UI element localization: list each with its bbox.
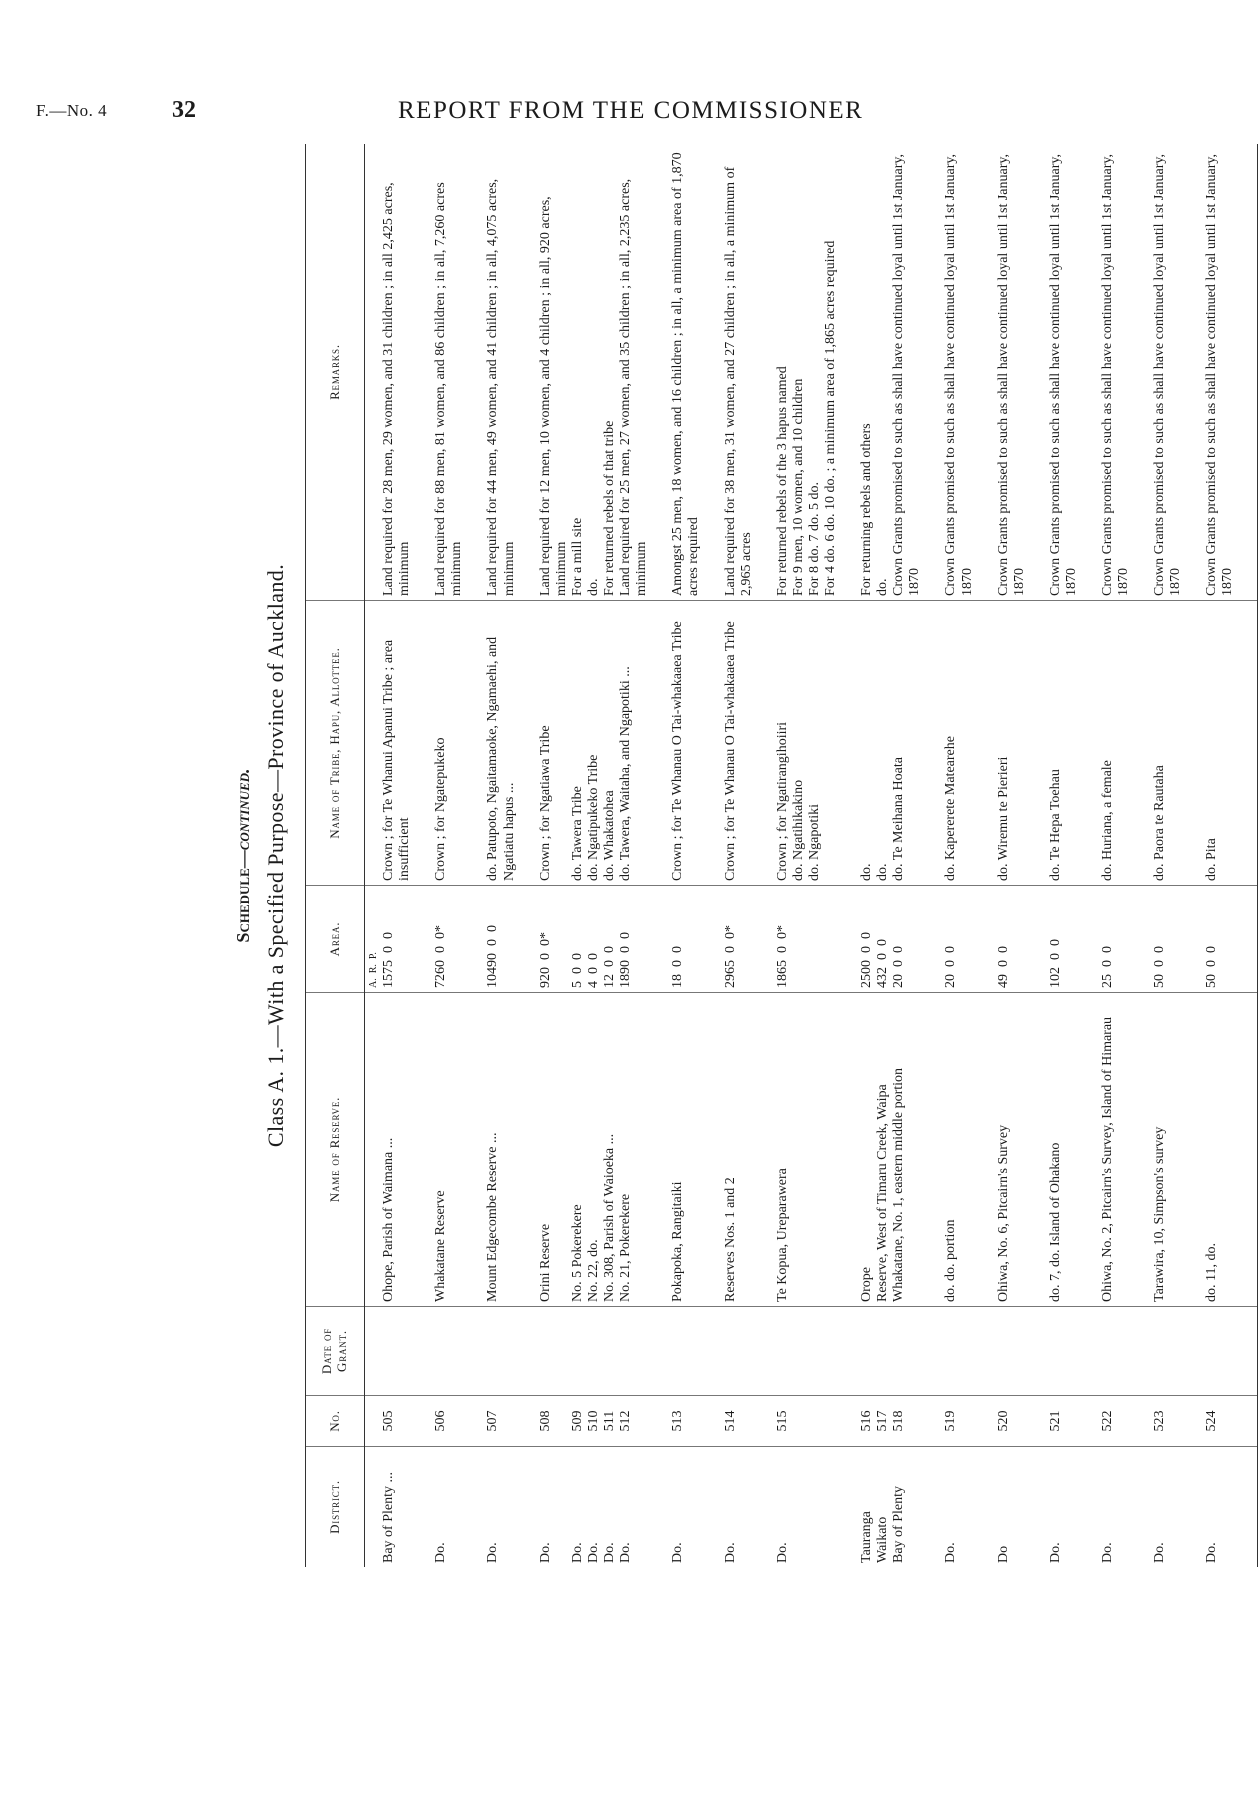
group-spacer	[650, 144, 670, 1567]
spacer-cell	[923, 886, 943, 993]
spacer-cell	[839, 144, 859, 601]
spacer-cell	[923, 1447, 943, 1568]
spacer-cell	[976, 1396, 996, 1447]
spacer-cell	[1237, 601, 1258, 886]
cell-area: 2500 0 0	[859, 886, 875, 993]
spacer-cell	[413, 1447, 433, 1568]
spacer-cell	[703, 1396, 723, 1447]
spacer-cell	[1080, 144, 1100, 601]
cell-no: 522	[1100, 1396, 1132, 1447]
cell-area: 25 0 0	[1100, 886, 1132, 993]
cell-tribe: do. Tawera, Waitaha, and Ngapotiki ...	[618, 601, 650, 886]
cell-no: 510	[586, 1396, 602, 1447]
page-number: 32	[172, 97, 196, 123]
table-row	[618, 144, 650, 1567]
spacer-cell	[465, 601, 485, 886]
spacer-cell	[1028, 144, 1048, 601]
units-cell-tribe	[365, 601, 382, 886]
spacer-cell	[976, 1307, 996, 1396]
table-row	[485, 144, 517, 1567]
cell-remarks: For returning rebels and others	[859, 144, 875, 601]
spacer-cell	[518, 1396, 538, 1447]
cell-no: 523	[1152, 1396, 1184, 1447]
cell-reserve: do. 7, do. Island of Ohakano	[1048, 993, 1080, 1307]
spacer-cell	[976, 1447, 996, 1568]
cell-district: Waikato	[875, 1516, 891, 1563]
spacer-cell	[1080, 993, 1100, 1307]
spacer-cell	[518, 1447, 538, 1568]
cell-district: Tauranga	[859, 1511, 875, 1563]
spacer-cell	[839, 1307, 859, 1396]
col-date-of-grant: Date of Grant.	[306, 1307, 365, 1396]
spacer-cell	[755, 886, 775, 993]
cell-date	[538, 1307, 570, 1396]
cell-no: 512	[618, 1396, 650, 1447]
table-row	[586, 144, 602, 1567]
spacer-cell	[1028, 993, 1048, 1307]
cell-district: Do.	[670, 1542, 686, 1563]
cell-date	[1204, 1307, 1236, 1396]
group-spacer	[755, 144, 775, 1567]
cell-date	[859, 1307, 875, 1396]
spacer-cell	[518, 886, 538, 993]
spacer-cell	[976, 144, 996, 601]
units-cell-district	[365, 1447, 382, 1568]
spacer-cell	[1184, 1447, 1204, 1568]
spacer-cell	[1028, 886, 1048, 993]
cell-area: 920 0 0*	[538, 886, 570, 993]
cell-no: 524	[1204, 1396, 1236, 1447]
cell-date	[485, 1307, 517, 1396]
spacer-cell	[839, 1396, 859, 1447]
cell-date	[875, 1307, 891, 1396]
cell-date	[381, 1307, 413, 1396]
cell-no: 505	[381, 1396, 413, 1447]
page-header	[0, 93, 1114, 133]
spacer-cell	[1237, 1447, 1258, 1568]
table-row	[670, 144, 702, 1567]
spacer-cell	[650, 144, 670, 601]
spacer-cell	[976, 601, 996, 886]
cell-reserve: Whakatane, No. 1, eastern middle portion	[891, 993, 923, 1307]
cell-tribe: do.	[859, 601, 875, 886]
cell-date	[570, 1307, 586, 1396]
spacer-cell	[1080, 1307, 1100, 1396]
spacer-cell	[650, 1396, 670, 1447]
units-cell-reserve	[365, 993, 382, 1307]
cell-tribe: Crown ; for Ngatepukeko	[433, 601, 465, 886]
table-row	[1204, 144, 1236, 1567]
cell-remarks: do.	[586, 144, 602, 601]
group-spacer	[518, 144, 538, 1567]
cell-reserve: Ohiwa, No. 6, Pitcairn's Survey	[996, 993, 1028, 1307]
reserves-table	[305, 144, 1258, 1567]
cell-reserve: Reserves Nos. 1 and 2	[723, 993, 755, 1307]
spacer-cell	[923, 144, 943, 601]
spacer-cell	[839, 993, 859, 1307]
rotated-schedule	[233, 144, 1236, 1567]
cell-reserve: No. 21, Pokerekere	[618, 993, 650, 1307]
spacer-cell	[518, 993, 538, 1307]
cell-tribe: Crown ; for Te Whanau O Tai-whakaaea Tribe	[723, 601, 755, 886]
cell-reserve: Whakatane Reserve	[433, 993, 465, 1307]
report-title: REPORT FROM THE COMMISSIONER	[398, 97, 864, 124]
cell-area: 102 0 0	[1048, 886, 1080, 993]
area-units-row	[365, 144, 382, 1567]
table-header-row	[306, 144, 365, 1567]
group-spacer	[976, 144, 996, 1567]
units-cell-remarks	[365, 144, 382, 601]
spacer-cell	[1184, 1396, 1204, 1447]
spacer-cell	[755, 1396, 775, 1447]
cell-area: 1890 0 0	[618, 886, 650, 993]
cell-remarks: Crown Grants promised to such as shall have continued loyal until 1st January, 1870	[1100, 144, 1132, 601]
spacer-cell	[976, 993, 996, 1307]
cell-date	[618, 1307, 650, 1396]
spacer-cell	[1028, 1447, 1048, 1568]
cell-no: 513	[670, 1396, 702, 1447]
cell-area: 10490 0 0	[485, 886, 517, 993]
spacer-cell	[465, 1447, 485, 1568]
col-tribe: Name of Tribe, Hapu, Allottee.	[306, 601, 365, 886]
cell-remarks: For returned rebels of that tribe	[602, 144, 618, 601]
spacer-cell	[1028, 601, 1048, 886]
spacer-cell	[923, 601, 943, 886]
group-spacer	[1080, 144, 1100, 1567]
cell-date	[996, 1307, 1028, 1396]
cell-date	[943, 1307, 975, 1396]
col-remarks: Remarks.	[306, 144, 365, 601]
cell-no: 507	[485, 1396, 517, 1447]
cell-no: 519	[943, 1396, 975, 1447]
spacer-cell	[465, 993, 485, 1307]
cell-date	[1048, 1307, 1080, 1396]
cell-reserve: Orope	[859, 993, 875, 1307]
spacer-cell	[1184, 144, 1204, 601]
cell-reserve: Mount Edgecombe Reserve ...	[485, 993, 517, 1307]
cell-remarks: do.	[875, 144, 891, 601]
cell-district: Bay of Plenty	[891, 1486, 907, 1563]
spacer-cell	[1184, 886, 1204, 993]
cell-remarks: Land required for 88 men, 81 women, and 86 children ; in all, 7,260 acres minimum	[433, 144, 465, 601]
spacer-cell	[1132, 1396, 1152, 1447]
cell-tribe: do. Paora te Rautaha	[1152, 601, 1184, 886]
spacer-cell	[703, 993, 723, 1307]
cell-reserve: No. 22, do.	[586, 993, 602, 1307]
spacer-cell	[650, 886, 670, 993]
group-spacer	[1028, 144, 1048, 1567]
cell-no: 520	[996, 1396, 1028, 1447]
cell-tribe: do. Kapererete Matearehe	[943, 601, 975, 886]
cell-district: Do.	[774, 1542, 790, 1563]
spacer-cell	[518, 144, 538, 601]
units-cell-date	[365, 1307, 382, 1396]
spacer-cell	[839, 601, 859, 886]
cell-remarks: Land required for 25 men, 27 women, and 35 children ; in all, 2,235 acres, minimum	[618, 144, 650, 601]
cell-reserve: Ohiwa, No. 2, Pitcairn's Survey, Island of Himarau	[1100, 993, 1132, 1307]
cell-area: 4 0 0	[586, 886, 602, 993]
spacer-cell	[755, 1307, 775, 1396]
spacer-cell	[839, 1447, 859, 1568]
cell-district: Do.	[1100, 1542, 1115, 1563]
cell-district: Do.	[433, 1542, 449, 1563]
cell-district: Do.	[618, 1542, 634, 1563]
cell-district: Bay of Plenty ...	[381, 1472, 397, 1563]
spacer-cell	[1132, 601, 1152, 886]
cell-no: 518	[891, 1396, 923, 1447]
spacer-cell	[1237, 144, 1258, 601]
spacer-cell	[976, 886, 996, 993]
cell-remarks: Crown Grants promised to such as shall have continued loyal until 1st January, 1870	[1152, 144, 1184, 601]
cell-area: 2965 0 0*	[723, 886, 755, 993]
spacer-cell	[1028, 1396, 1048, 1447]
spacer-cell	[650, 993, 670, 1307]
col-name-of-reserve: Name of Reserve.	[306, 993, 365, 1307]
cell-tribe: do. Ngatipukeko Tribe	[586, 601, 602, 886]
cell-reserve: No. 308, Parish of Waioeka ...	[602, 993, 618, 1307]
cell-tribe: do. Te Meihana Hoata	[891, 601, 923, 886]
cell-tribe: Crown ; for Ngatirangihoiiri do. Ngatihikakino do. Ngapotiki	[775, 601, 839, 886]
cell-remarks: Crown Grants promised to such as shall have continued loyal until 1st January, 1870	[1048, 144, 1080, 601]
cell-date	[1100, 1307, 1132, 1396]
cell-no: 514	[723, 1396, 755, 1447]
cell-area: 12 0 0	[602, 886, 618, 993]
cell-reserve: No. 5 Pokerekere	[570, 993, 586, 1307]
cell-no: 506	[433, 1396, 465, 1447]
cell-no: 521	[1048, 1396, 1080, 1447]
spacer-cell	[755, 993, 775, 1307]
cell-date	[586, 1307, 602, 1396]
cell-area: 18 0 0	[670, 886, 702, 993]
spacer-cell	[465, 1307, 485, 1396]
table-row	[943, 144, 975, 1567]
table-row	[433, 144, 465, 1567]
schedule-caption: Schedule—continued.	[233, 768, 253, 943]
table-row	[602, 144, 618, 1567]
spacer-cell	[1132, 1447, 1152, 1568]
cell-tribe: do. Whakatohea	[602, 601, 618, 886]
cell-tribe: do. Patupoto, Ngaitamaoke, Ngamaehi, and Ngatiatu hapus ...	[485, 601, 517, 886]
spacer-cell	[1184, 993, 1204, 1307]
spacer-cell	[518, 601, 538, 886]
area-units: A. R. P.	[368, 952, 379, 988]
cell-remarks: Amongst 25 men, 18 women, and 16 children ; in all, a minimum area of 1,870 acres required	[670, 144, 702, 601]
group-spacer	[703, 144, 723, 1567]
group-spacer	[465, 144, 485, 1567]
cell-remarks: Land required for 12 men, 10 women, and 4 children ; in all, 920 acres, minimum	[538, 144, 570, 601]
cell-area: 50 0 0	[1204, 886, 1236, 993]
spacer-cell	[1080, 601, 1100, 886]
cell-date	[891, 1307, 923, 1396]
cell-remarks: Land required for 44 men, 49 women, and 41 children ; in all, 4,075 acres, minimum	[485, 144, 517, 601]
cell-area: 432 0 0	[875, 886, 891, 993]
spacer-cell	[1080, 886, 1100, 993]
cell-district: Do.	[1152, 1542, 1168, 1563]
group-spacer	[923, 144, 943, 1567]
table-row	[1152, 144, 1184, 1567]
cell-remarks: For a mill site	[570, 144, 586, 601]
cell-area: 20 0 0	[943, 886, 975, 993]
spacer-cell	[703, 601, 723, 886]
spacer-cell	[703, 886, 723, 993]
group-spacer	[1184, 144, 1204, 1567]
spacer-cell	[650, 601, 670, 886]
cell-tribe: do. Tawera Tribe	[570, 601, 586, 886]
group-spacer	[1237, 144, 1258, 1567]
cell-district: Do.	[537, 1542, 553, 1563]
cell-reserve: do. 11, do.	[1204, 993, 1236, 1307]
cell-reserve: do. do. portion	[943, 993, 975, 1307]
spacer-cell	[465, 886, 485, 993]
cell-reserve: Pokapoka, Rangitaiki	[670, 993, 702, 1307]
spacer-cell	[413, 886, 433, 993]
cell-district: Do.	[1047, 1542, 1063, 1563]
cell-no: 517	[875, 1396, 891, 1447]
table-row	[859, 144, 875, 1567]
cell-tribe: Crown ; for Te Whanui Apanui Tribe ; area insufficient	[381, 601, 413, 886]
cell-district: Do.	[569, 1542, 585, 1563]
spacer-cell	[1132, 1307, 1152, 1396]
spacer-cell	[413, 993, 433, 1307]
cell-area: 1575 0 0	[381, 886, 413, 993]
cell-reserve: Te Kopua, Ureparawera	[775, 993, 839, 1307]
cell-date	[775, 1307, 839, 1396]
table-row	[1048, 144, 1080, 1567]
cell-date	[433, 1307, 465, 1396]
group-spacer	[1132, 144, 1152, 1567]
spacer-cell	[1237, 993, 1258, 1307]
spacer-cell	[923, 993, 943, 1307]
spacer-cell	[755, 601, 775, 886]
cell-tribe: do. Te Hepa Toehau	[1048, 601, 1080, 886]
cell-date	[602, 1307, 618, 1396]
units-cell-no	[365, 1396, 382, 1447]
cell-remarks: For returned rebels of the 3 hapus named For 9 men, 10 women, and 10 children For 8 do. 7 do. 5 do. For 4 do. 6 do. 10 do. ; a minimum area of 1,865 acres required	[775, 144, 839, 601]
cell-remarks: Land required for 28 men, 29 women, and 31 children ; in all 2,425 acres, minimum	[381, 144, 413, 601]
table-row	[996, 144, 1028, 1567]
spacer-cell	[703, 144, 723, 601]
cell-remarks: Crown Grants promised to such as shall have continued loyal until 1st January, 1870	[891, 144, 923, 601]
spacer-cell	[413, 601, 433, 886]
col-area: Area.	[306, 886, 365, 993]
table-row	[723, 144, 755, 1567]
spacer-cell	[465, 144, 485, 601]
cell-reserve: Orini Reserve	[538, 993, 570, 1307]
spacer-cell	[650, 1447, 670, 1568]
spacer-cell	[1028, 1307, 1048, 1396]
cell-tribe: do.	[875, 601, 891, 886]
cell-district: Do.	[722, 1542, 738, 1563]
spacer-cell	[413, 144, 433, 601]
cell-area: 49 0 0	[996, 886, 1028, 993]
cell-area: 1865 0 0*	[775, 886, 839, 993]
cell-tribe: Crown ; for Ngatiawa Tribe	[538, 601, 570, 886]
group-spacer	[413, 144, 433, 1567]
cell-area: 50 0 0	[1152, 886, 1184, 993]
cell-area: 7260 0 0*	[433, 886, 465, 993]
cell-remarks: Land required for 38 men, 31 women, and 27 children ; in all, a minimum of 2,965 acres	[723, 144, 755, 601]
col-district: District.	[306, 1447, 365, 1568]
cell-remarks: Crown Grants promised to such as shall have continued loyal until 1st January, 1870	[943, 144, 975, 601]
table-body	[365, 144, 1258, 1567]
cell-remarks: Crown Grants promised to such as shall have continued loyal until 1st January, 1870	[1204, 144, 1236, 601]
cell-date	[723, 1307, 755, 1396]
table-row	[381, 144, 413, 1567]
spacer-cell	[1080, 1447, 1100, 1568]
cell-district: Do.	[943, 1542, 959, 1563]
cell-no: 508	[538, 1396, 570, 1447]
group-spacer	[839, 144, 859, 1567]
spacer-cell	[1237, 1307, 1258, 1396]
cell-area: 5 0 0	[570, 886, 586, 993]
cell-date	[670, 1307, 702, 1396]
cell-district: Do.	[602, 1542, 618, 1563]
spacer-cell	[1132, 144, 1152, 601]
spacer-cell	[755, 1447, 775, 1568]
spacer-cell	[755, 144, 775, 601]
cell-district: Do	[995, 1545, 1011, 1563]
spacer-cell	[1184, 1307, 1204, 1396]
table-row	[775, 144, 839, 1567]
cell-district: Do.	[585, 1542, 601, 1563]
document-reference: F.—No. 4	[36, 101, 108, 120]
spacer-cell	[650, 1307, 670, 1396]
cell-district: Do.	[1204, 1542, 1220, 1563]
class-caption: Class A. 1.—With a Specified Purpose—Province of Auckland.	[263, 563, 288, 1148]
spacer-cell	[703, 1307, 723, 1396]
col-no: No.	[306, 1396, 365, 1447]
cell-tribe: do. Wiremu te Pierieri	[996, 601, 1028, 886]
cell-area: 20 0 0	[891, 886, 923, 993]
spacer-cell	[465, 1396, 485, 1447]
cell-tribe: do. Huriana, a female	[1100, 601, 1132, 886]
cell-reserve: Tarawira, 10, Simpson's survey	[1152, 993, 1184, 1307]
table-row	[538, 144, 570, 1567]
table-row	[891, 144, 923, 1567]
cell-reserve: Ohope, Parish of Waimana ...	[381, 993, 413, 1307]
spacer-cell	[923, 1307, 943, 1396]
cell-tribe: Crown ; for Te Whanau O Tai-whakaaea Tribe	[670, 601, 702, 886]
table-row	[875, 144, 891, 1567]
spacer-cell	[518, 1307, 538, 1396]
cell-remarks: Crown Grants promised to such as shall have continued loyal until 1st January, 1870	[996, 144, 1028, 601]
spacer-cell	[1132, 886, 1152, 993]
spacer-cell	[1237, 1396, 1258, 1447]
cell-no: 511	[602, 1396, 618, 1447]
spacer-cell	[839, 886, 859, 993]
spacer-cell	[1080, 1396, 1100, 1447]
cell-reserve: Reserve, West of Timaru Creek, Waipa	[875, 993, 891, 1307]
cell-no: 515	[775, 1396, 839, 1447]
cell-district: Do.	[485, 1542, 501, 1563]
table-row	[1100, 144, 1132, 1567]
cell-no: 516	[859, 1396, 875, 1447]
spacer-cell	[1132, 993, 1152, 1307]
cell-no: 509	[570, 1396, 586, 1447]
units-cell-area	[365, 886, 382, 993]
cell-date	[1152, 1307, 1184, 1396]
table-row	[570, 144, 586, 1567]
spacer-cell	[1237, 886, 1258, 993]
spacer-cell	[413, 1396, 433, 1447]
spacer-cell	[1184, 601, 1204, 886]
spacer-cell	[703, 1447, 723, 1568]
spacer-cell	[413, 1307, 433, 1396]
spacer-cell	[923, 1396, 943, 1447]
cell-tribe: do. Pita	[1204, 601, 1236, 886]
